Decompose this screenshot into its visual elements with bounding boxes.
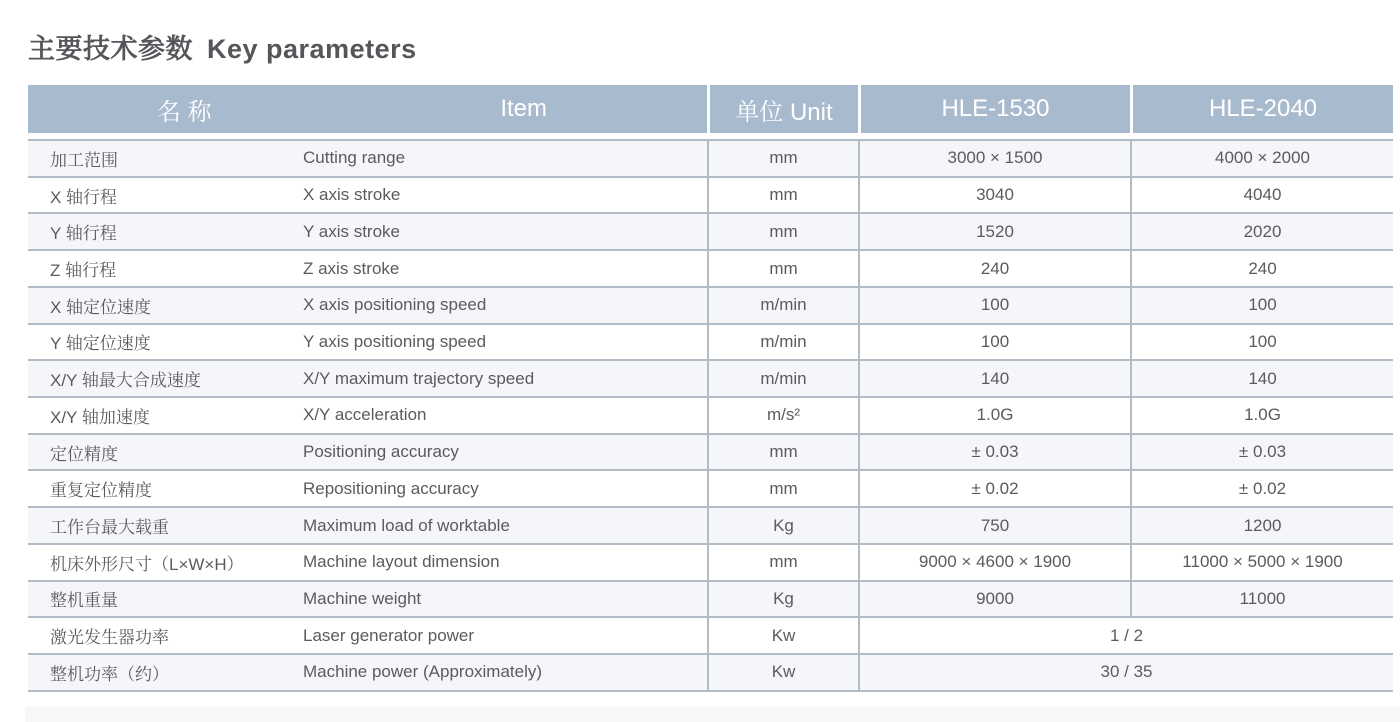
row-item-en: X/Y acceleration (303, 405, 427, 425)
value-cell-hle-2040: 2020 (1130, 214, 1393, 249)
value-cell-hle-2040: 4040 (1130, 178, 1393, 213)
value-cell-hle-1530: ± 0.02 (858, 471, 1130, 506)
value-cell-hle-2040: 100 (1130, 288, 1393, 323)
bottom-page-edge (25, 707, 1400, 722)
header-item: Item (500, 95, 547, 122)
table-row (28, 396, 1393, 433)
name-item-cell (28, 398, 707, 433)
table-row (28, 249, 1393, 286)
value-cell-hle-1530: 140 (858, 361, 1130, 396)
name-item-cell (28, 178, 707, 213)
header-unit: 单位 Unit (707, 85, 858, 133)
row-item-en: X axis stroke (303, 185, 401, 205)
row-name-cn: 定位精度 (50, 444, 118, 464)
header-name-cn: 名 称 (156, 98, 212, 126)
table-row (28, 139, 1393, 176)
value-cell-hle-2040: 1.0G (1130, 398, 1393, 433)
unit-cell: m/min (707, 361, 858, 396)
name-item-cell (28, 288, 707, 323)
row-item-en: Machine power (Approximately) (303, 662, 543, 682)
table-row (28, 359, 1393, 396)
unit-cell: mm (707, 545, 858, 580)
row-item-en: Laser generator power (303, 625, 475, 645)
row-name-cn: 激光发生器功率 (50, 628, 169, 648)
row-name-cn: 整机重量 (50, 591, 118, 611)
value-cell-hle-2040: 1200 (1130, 508, 1393, 543)
value-cell-hle-2040: ± 0.03 (1130, 435, 1393, 470)
row-item-en: Machine layout dimension (303, 552, 500, 572)
unit-cell: mm (707, 141, 858, 176)
table-row (28, 323, 1393, 360)
header-model-hle-1530: HLE-1530 (858, 85, 1130, 133)
unit-cell: mm (707, 435, 858, 470)
row-name-cn: X 轴行程 (50, 187, 118, 207)
value-cell-merged: 1 / 2 (858, 618, 1393, 653)
name-item-cell (28, 325, 707, 360)
value-cell-hle-2040: 100 (1130, 325, 1393, 360)
value-cell-hle-1530: 1.0G (858, 398, 1130, 433)
table-row (28, 506, 1393, 543)
row-item-en: Maximum load of worktable (303, 515, 510, 535)
row-item-en: Cutting range (303, 148, 406, 168)
value-cell-hle-1530: 3000 × 1500 (858, 141, 1130, 176)
value-cell-hle-2040: 240 (1130, 251, 1393, 286)
unit-cell: Kg (707, 582, 858, 617)
name-item-cell (28, 251, 707, 286)
unit-cell: mm (707, 251, 858, 286)
row-name-cn: 机床外形尺寸（L×W×H） (50, 554, 244, 574)
value-cell-hle-1530: 750 (858, 508, 1130, 543)
name-item-cell (28, 141, 707, 176)
page-title (28, 33, 1400, 66)
unit-cell: Kw (707, 618, 858, 653)
table-row (28, 286, 1393, 323)
value-cell-hle-1530: 240 (858, 251, 1130, 286)
unit-cell: mm (707, 471, 858, 506)
table-row (28, 469, 1393, 506)
name-item-cell (28, 655, 707, 690)
value-cell-hle-1530: 9000 (858, 582, 1130, 617)
value-cell-hle-1530: 100 (858, 325, 1130, 360)
row-name-cn: 工作台最大载重 (50, 518, 169, 538)
table-row (28, 176, 1393, 213)
row-name-cn: 重复定位精度 (50, 481, 152, 501)
header-model-hle-2040: HLE-2040 (1130, 85, 1393, 133)
page-title-en: Key parameters (207, 34, 417, 64)
value-cell-hle-2040: 4000 × 2000 (1130, 141, 1393, 176)
table-row (28, 212, 1393, 249)
row-name-cn: X 轴定位速度 (50, 297, 152, 317)
row-name-cn: 加工范围 (50, 150, 118, 170)
table-row (28, 616, 1393, 653)
table-row (28, 433, 1393, 470)
unit-cell: mm (707, 178, 858, 213)
name-item-cell (28, 214, 707, 249)
row-item-en: X/Y maximum trajectory speed (303, 368, 535, 388)
row-name-cn: X/Y 轴加速度 (50, 407, 150, 427)
table-body (28, 139, 1393, 692)
unit-cell: m/min (707, 325, 858, 360)
value-cell-hle-2040: ± 0.02 (1130, 471, 1393, 506)
row-item-en: Z axis stroke (303, 258, 400, 278)
row-item-en: X axis positioning speed (303, 295, 487, 315)
row-name-cn: Z 轴行程 (50, 261, 117, 281)
table-row (28, 580, 1393, 617)
row-item-en: Positioning accuracy (303, 442, 459, 462)
value-cell-hle-2040: 11000 × 5000 × 1900 (1130, 545, 1393, 580)
value-cell-merged: 30 / 35 (858, 655, 1393, 690)
page-title-cn: 主要技术参数 (28, 34, 193, 64)
name-item-cell (28, 508, 707, 543)
spec-table (28, 85, 1393, 692)
row-item-en: Y axis stroke (303, 221, 401, 241)
name-item-cell (28, 545, 707, 580)
value-cell-hle-1530: 3040 (858, 178, 1130, 213)
value-cell-hle-2040: 140 (1130, 361, 1393, 396)
table-header (28, 85, 1393, 133)
value-cell-hle-2040: 11000 (1130, 582, 1393, 617)
value-cell-hle-1530: 9000 × 4600 × 1900 (858, 545, 1130, 580)
row-name-cn: Y 轴行程 (50, 224, 117, 244)
row-item-en: Machine weight (303, 588, 422, 608)
unit-cell: Kg (707, 508, 858, 543)
row-item-en: Y axis positioning speed (303, 331, 487, 351)
header-name-item-cell (28, 85, 707, 133)
table-row (28, 543, 1393, 580)
name-item-cell (28, 361, 707, 396)
value-cell-hle-1530: ± 0.03 (858, 435, 1130, 470)
name-item-cell (28, 471, 707, 506)
unit-cell: Kw (707, 655, 858, 690)
unit-cell: m/s² (707, 398, 858, 433)
row-name-cn: 整机功率（约） (50, 664, 169, 684)
name-item-cell (28, 618, 707, 653)
row-item-en: Repositioning accuracy (303, 478, 479, 498)
unit-cell: m/min (707, 288, 858, 323)
value-cell-hle-1530: 100 (858, 288, 1130, 323)
row-name-cn: Y 轴定位速度 (50, 334, 151, 354)
unit-cell: mm (707, 214, 858, 249)
name-item-cell (28, 582, 707, 617)
name-item-cell (28, 435, 707, 470)
row-name-cn: X/Y 轴最大合成速度 (50, 371, 201, 391)
table-row (28, 653, 1393, 690)
value-cell-hle-1530: 1520 (858, 214, 1130, 249)
